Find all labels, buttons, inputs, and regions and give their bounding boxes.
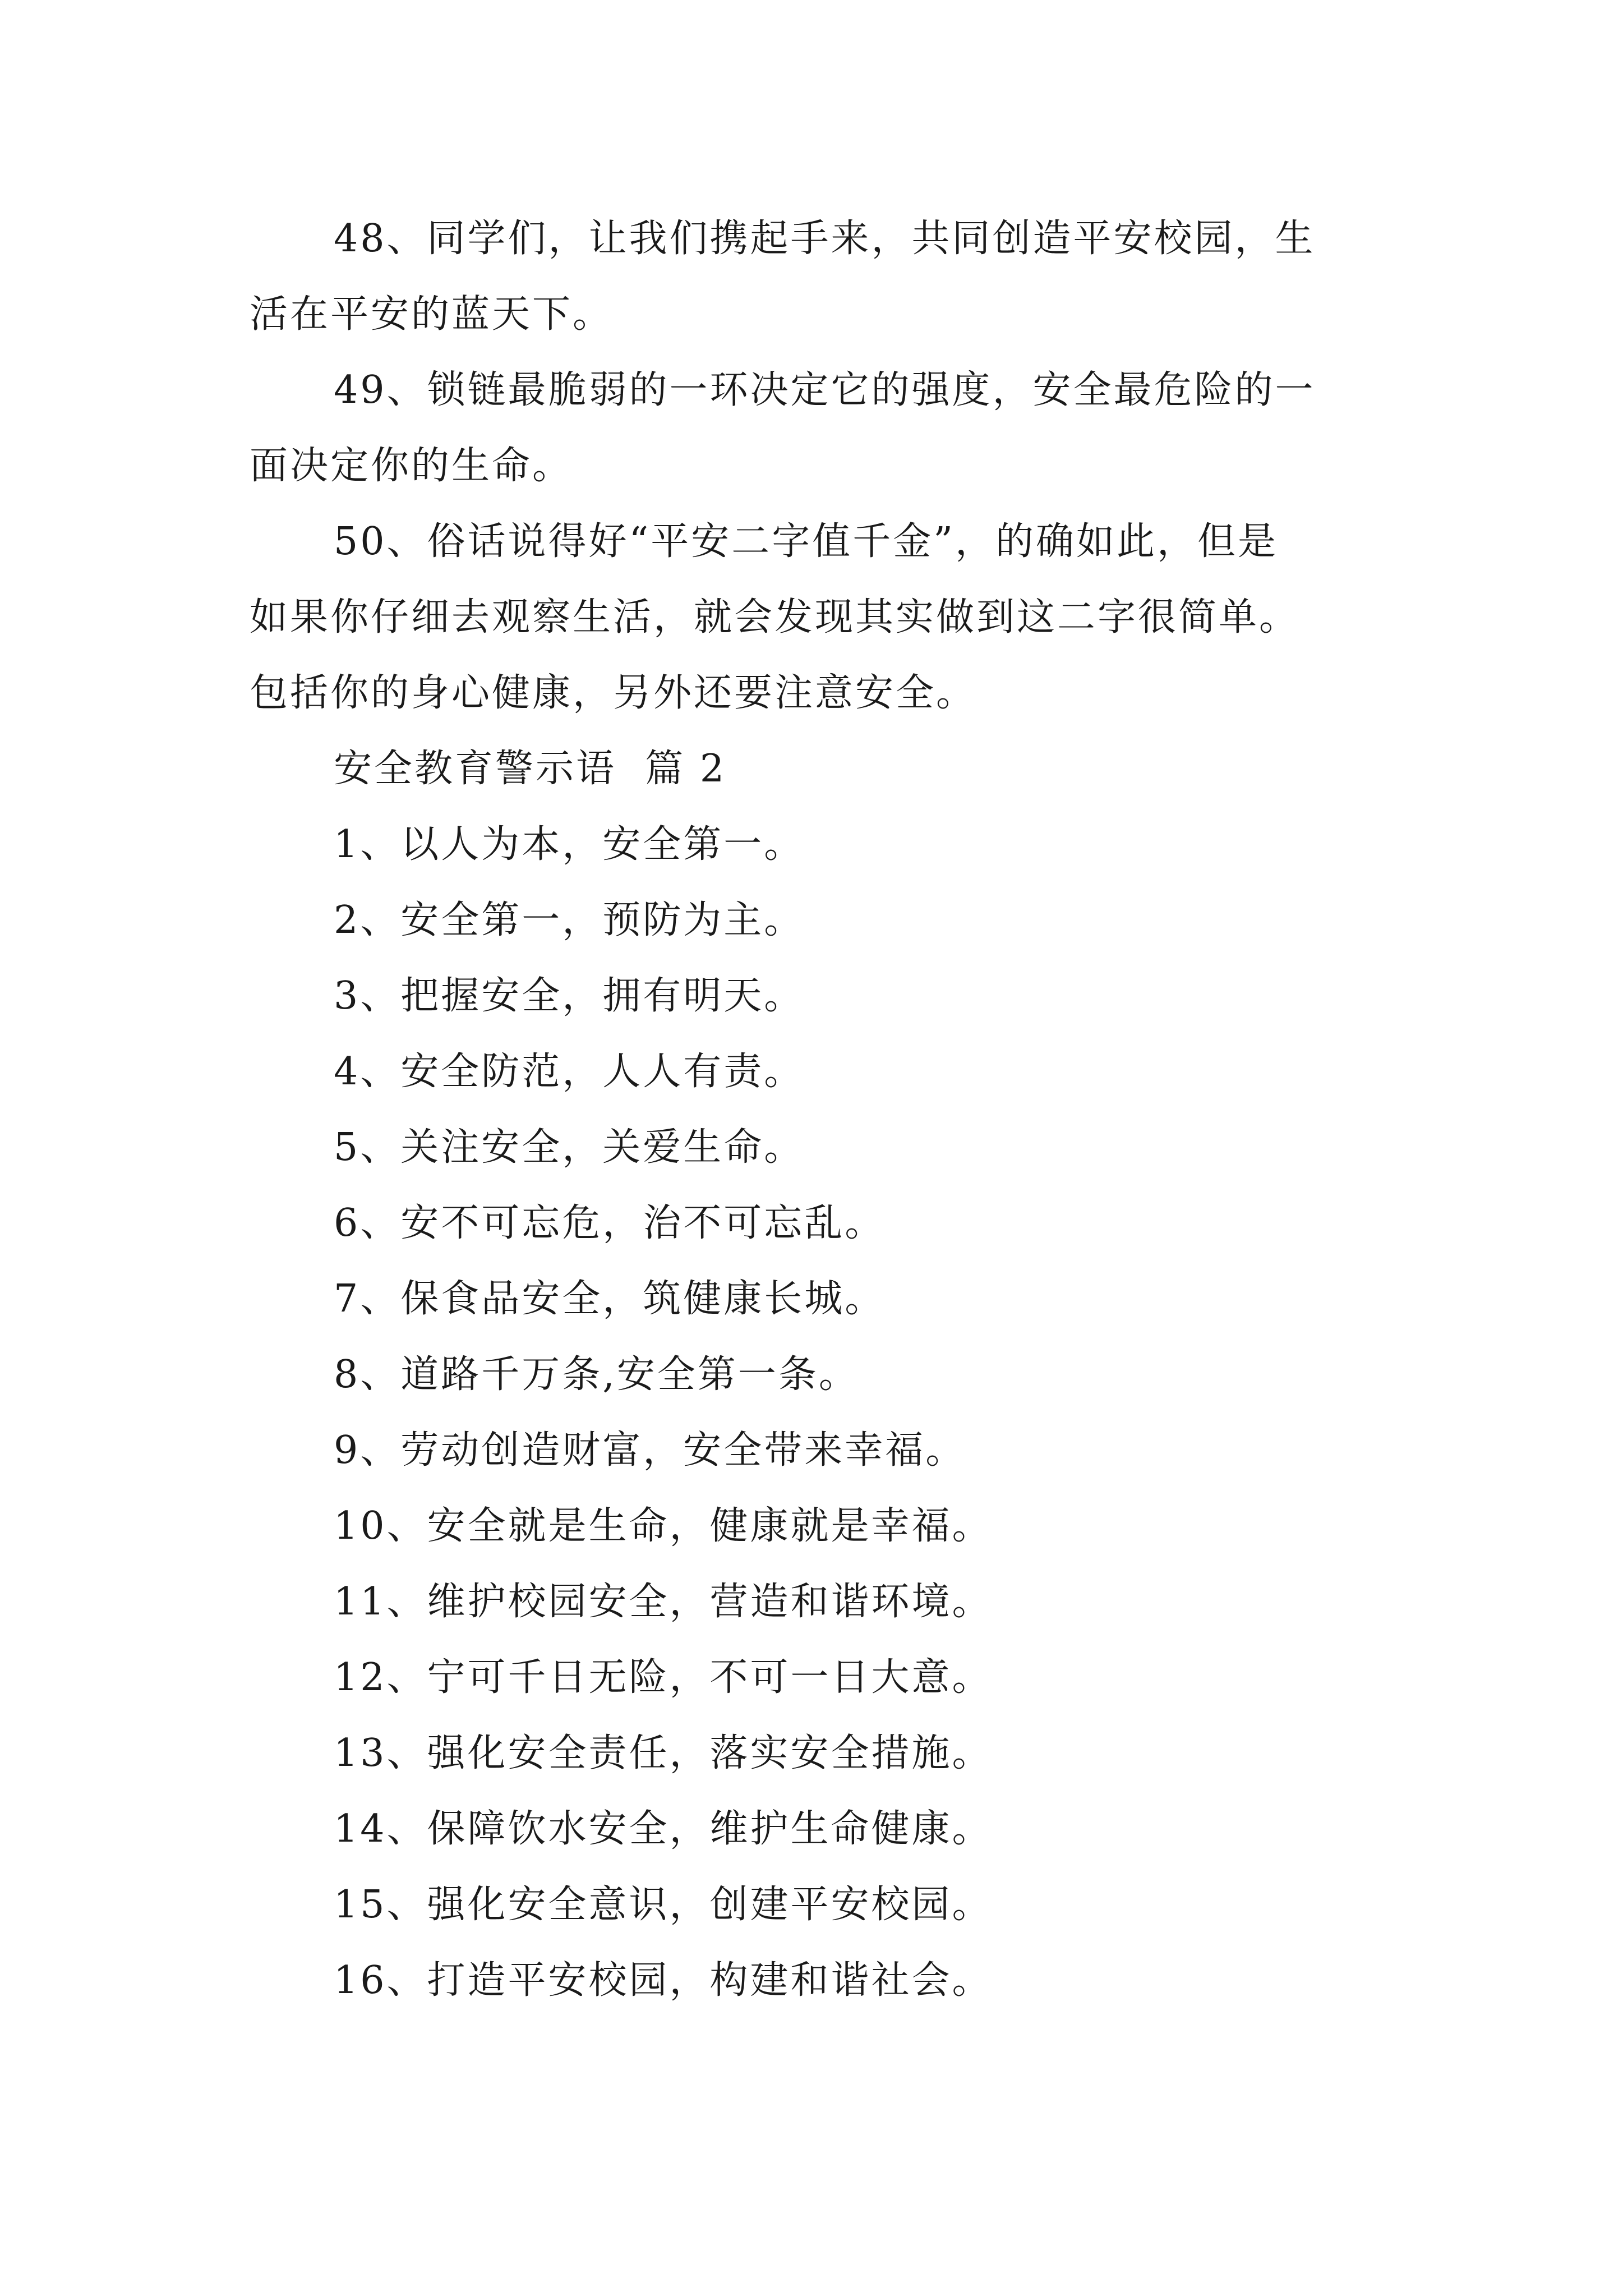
- paragraph-48: [250, 201, 1427, 352]
- list-item: 14、保障饮水安全，维护生命健康。: [334, 1807, 993, 1851]
- section-heading: 安全教育警示语 篇 2: [334, 747, 727, 791]
- list-item: 12、宁可千日无险，不可一日大意。: [334, 1655, 993, 1700]
- list-item: 16、打造平安校园，构建和谐社会。: [334, 1958, 993, 2003]
- list-item: 2、安全第一，预防为主。: [334, 898, 805, 942]
- paragraph-50: [250, 504, 1427, 731]
- list-item: 6、安不可忘危，治不可忘乱。: [334, 1201, 886, 1245]
- paragraph-line: 49、锁链最脆弱的一环决定它的强度，安全最危险的一: [334, 368, 1316, 412]
- paragraph-line: 活在平安的蓝天下。: [250, 292, 614, 337]
- list-item: 3、把握安全，拥有明天。: [334, 974, 805, 1018]
- list-item: 7、保食品安全，筑健康长城。: [334, 1277, 886, 1321]
- list-item: 10、安全就是生命，健康就是幸福。: [334, 1504, 993, 1548]
- paragraph-49: [250, 352, 1427, 504]
- list-item: 4、安全防范，人人有责。: [334, 1050, 805, 1094]
- paragraph-line: 面决定你的生命。: [250, 444, 573, 488]
- list-item: 5、关注安全，关爱生命。: [334, 1125, 805, 1170]
- list-item: 9、劳动创造财富，安全带来幸福。: [334, 1428, 966, 1473]
- paragraph-line: 50、俗话说得好“平安二字值千金”，的确如此，但是: [334, 519, 1279, 564]
- paragraph-line: 如果你仔细去观察生活，就会发现其实做到这二字很简单。: [250, 595, 1300, 639]
- list-item: 11、维护校园安全，营造和谐环境。: [334, 1580, 993, 1624]
- list-item: 15、强化安全意识，创建平安校园。: [334, 1883, 993, 1927]
- list-item: 8、道路千万条,安全第一条。: [334, 1352, 859, 1397]
- document-body: [250, 201, 1427, 2018]
- list-item: 13、强化安全责任，落实安全措施。: [334, 1731, 993, 1775]
- paragraph-line: 包括你的身心健康，另外还要注意安全。: [250, 671, 977, 715]
- paragraph-line: 48、同学们，让我们携起手来，共同创造平安校园，生: [334, 217, 1316, 261]
- list-item: 1、以人为本，安全第一。: [334, 822, 805, 867]
